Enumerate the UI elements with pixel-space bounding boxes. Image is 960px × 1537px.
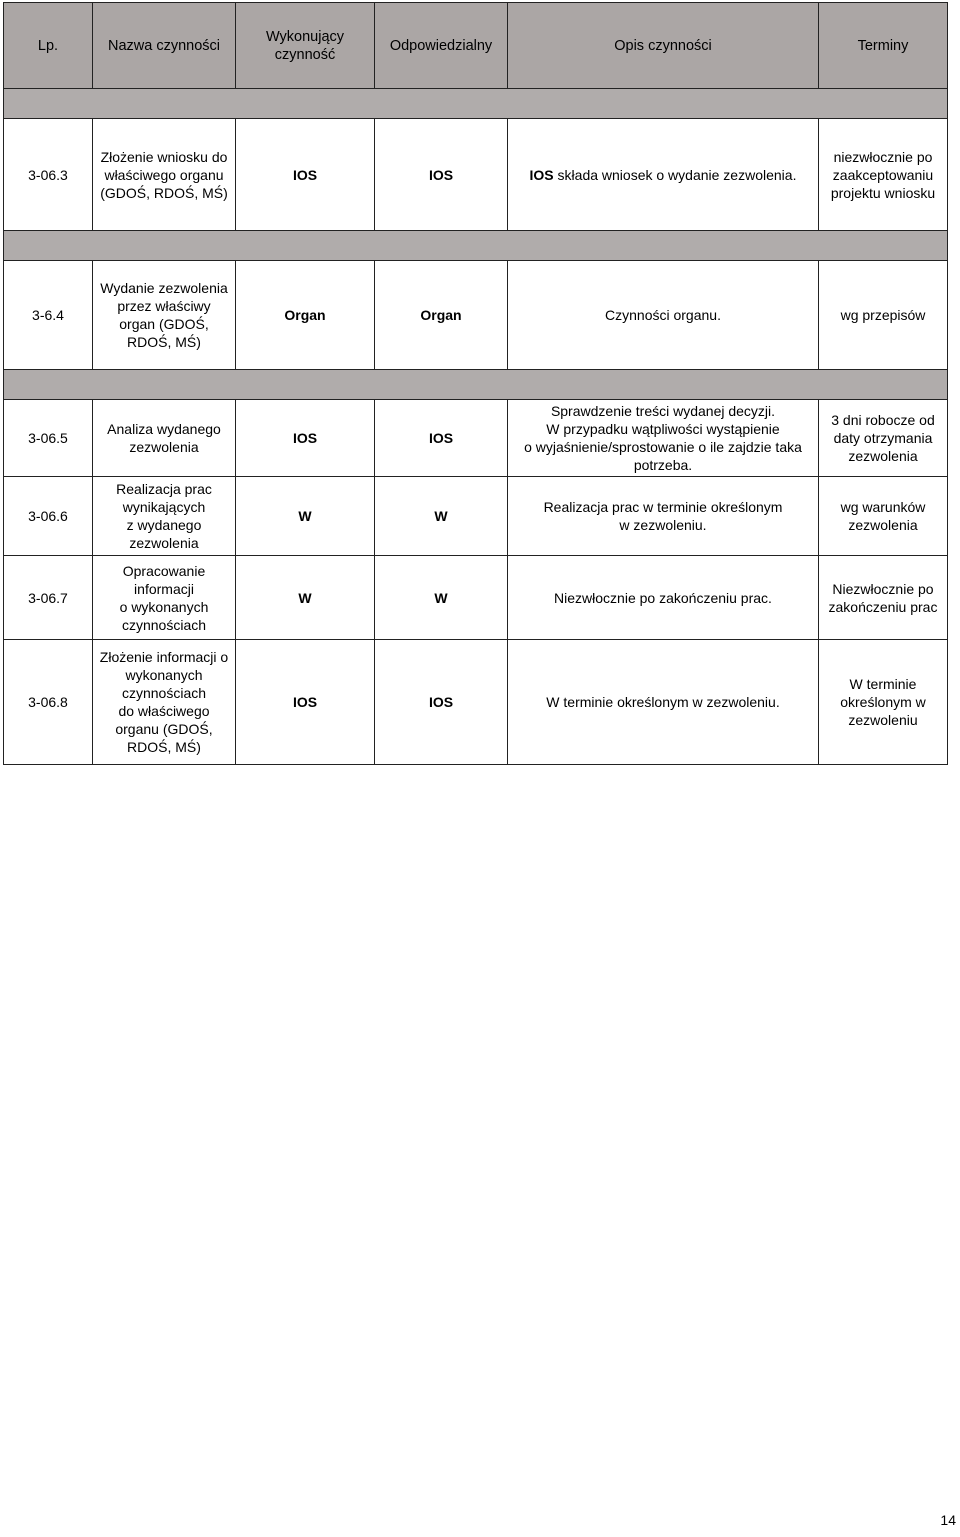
deadline-cell: wg przepisów — [819, 261, 948, 370]
description-cell — [508, 119, 819, 231]
responsible-cell: W — [375, 556, 508, 640]
table-row — [4, 261, 948, 370]
responsible-cell: IOS — [375, 119, 508, 231]
deadline-cell: wg warunków zezwolenia — [819, 477, 948, 556]
description-cell: Realizacja prac w terminie określonym w zezwoleniu. — [508, 477, 819, 556]
spacer-row — [4, 89, 948, 119]
performer-cell: IOS — [236, 400, 375, 477]
spacer-cell — [4, 89, 948, 119]
deadline-cell: niezwłocznie po zaakceptowaniu projektu wniosku — [819, 119, 948, 231]
description-cell: W terminie określonym w zezwoleniu. — [508, 640, 819, 765]
name-cell: Opracowanie informacji o wykonanych czynnościach — [93, 556, 236, 640]
responsible-cell: IOS — [375, 400, 508, 477]
deadline-cell: W terminie określonym w zezwoleniu — [819, 640, 948, 765]
description-cell: Niezwłocznie po zakończeniu prac. — [508, 556, 819, 640]
header-lp: Lp. — [4, 3, 93, 89]
name-cell: Złożenie wniosku do właściwego organu (GDOŚ, RDOŚ, MŚ) — [93, 119, 236, 231]
lp-cell: 3-06.5 — [4, 400, 93, 477]
lp-cell: 3-06.8 — [4, 640, 93, 765]
name-cell: Złożenie informacji o wykonanych czynnościach do właściwego organu (GDOŚ, RDOŚ, MŚ) — [93, 640, 236, 765]
description-strong: IOS — [529, 166, 554, 183]
header-deadline: Terminy — [819, 3, 948, 89]
lp-cell: 3-06.6 — [4, 477, 93, 556]
table-row — [4, 400, 948, 477]
lp-cell: 3-06.3 — [4, 119, 93, 231]
description-text: składa wniosek o wydanie zezwolenia. — [553, 166, 797, 183]
description-cell: Sprawdzenie treści wydanej decyzji. W przypadku wątpliwości wystąpienie o wyjaśnienie/sprostowanie o ile zajdzie taka potrzeba. — [508, 400, 819, 477]
responsible-cell: W — [375, 477, 508, 556]
header-performer: Wykonujący czynność — [236, 3, 375, 89]
table-row — [4, 119, 948, 231]
page-number: 14 — [940, 1512, 956, 1528]
description-cell: Czynności organu. — [508, 261, 819, 370]
name-cell: Wydanie zezwolenia przez właściwy organ (GDOŚ, RDOŚ, MŚ) — [93, 261, 236, 370]
table-row — [4, 556, 948, 640]
performer-cell: W — [236, 477, 375, 556]
deadline-cell: Niezwłocznie po zakończeniu prac — [819, 556, 948, 640]
performer-cell: IOS — [236, 640, 375, 765]
responsible-cell: Organ — [375, 261, 508, 370]
lp-cell: 3-6.4 — [4, 261, 93, 370]
procedure-table — [3, 2, 948, 765]
header-responsible: Odpowiedzialny — [375, 3, 508, 89]
table-row — [4, 477, 948, 556]
header-description: Opis czynności — [508, 3, 819, 89]
performer-cell: W — [236, 556, 375, 640]
spacer-cell — [4, 231, 948, 261]
spacer-cell — [4, 370, 948, 400]
lp-cell: 3-06.7 — [4, 556, 93, 640]
spacer-row — [4, 370, 948, 400]
table-row — [4, 640, 948, 765]
name-cell: Realizacja prac wynikających z wydanego zezwolenia — [93, 477, 236, 556]
spacer-row — [4, 231, 948, 261]
header-name: Nazwa czynności — [93, 3, 236, 89]
performer-cell: IOS — [236, 119, 375, 231]
performer-cell: Organ — [236, 261, 375, 370]
header-row — [4, 3, 948, 89]
deadline-cell: 3 dni robocze od daty otrzymania zezwolenia — [819, 400, 948, 477]
responsible-cell: IOS — [375, 640, 508, 765]
name-cell: Analiza wydanego zezwolenia — [93, 400, 236, 477]
